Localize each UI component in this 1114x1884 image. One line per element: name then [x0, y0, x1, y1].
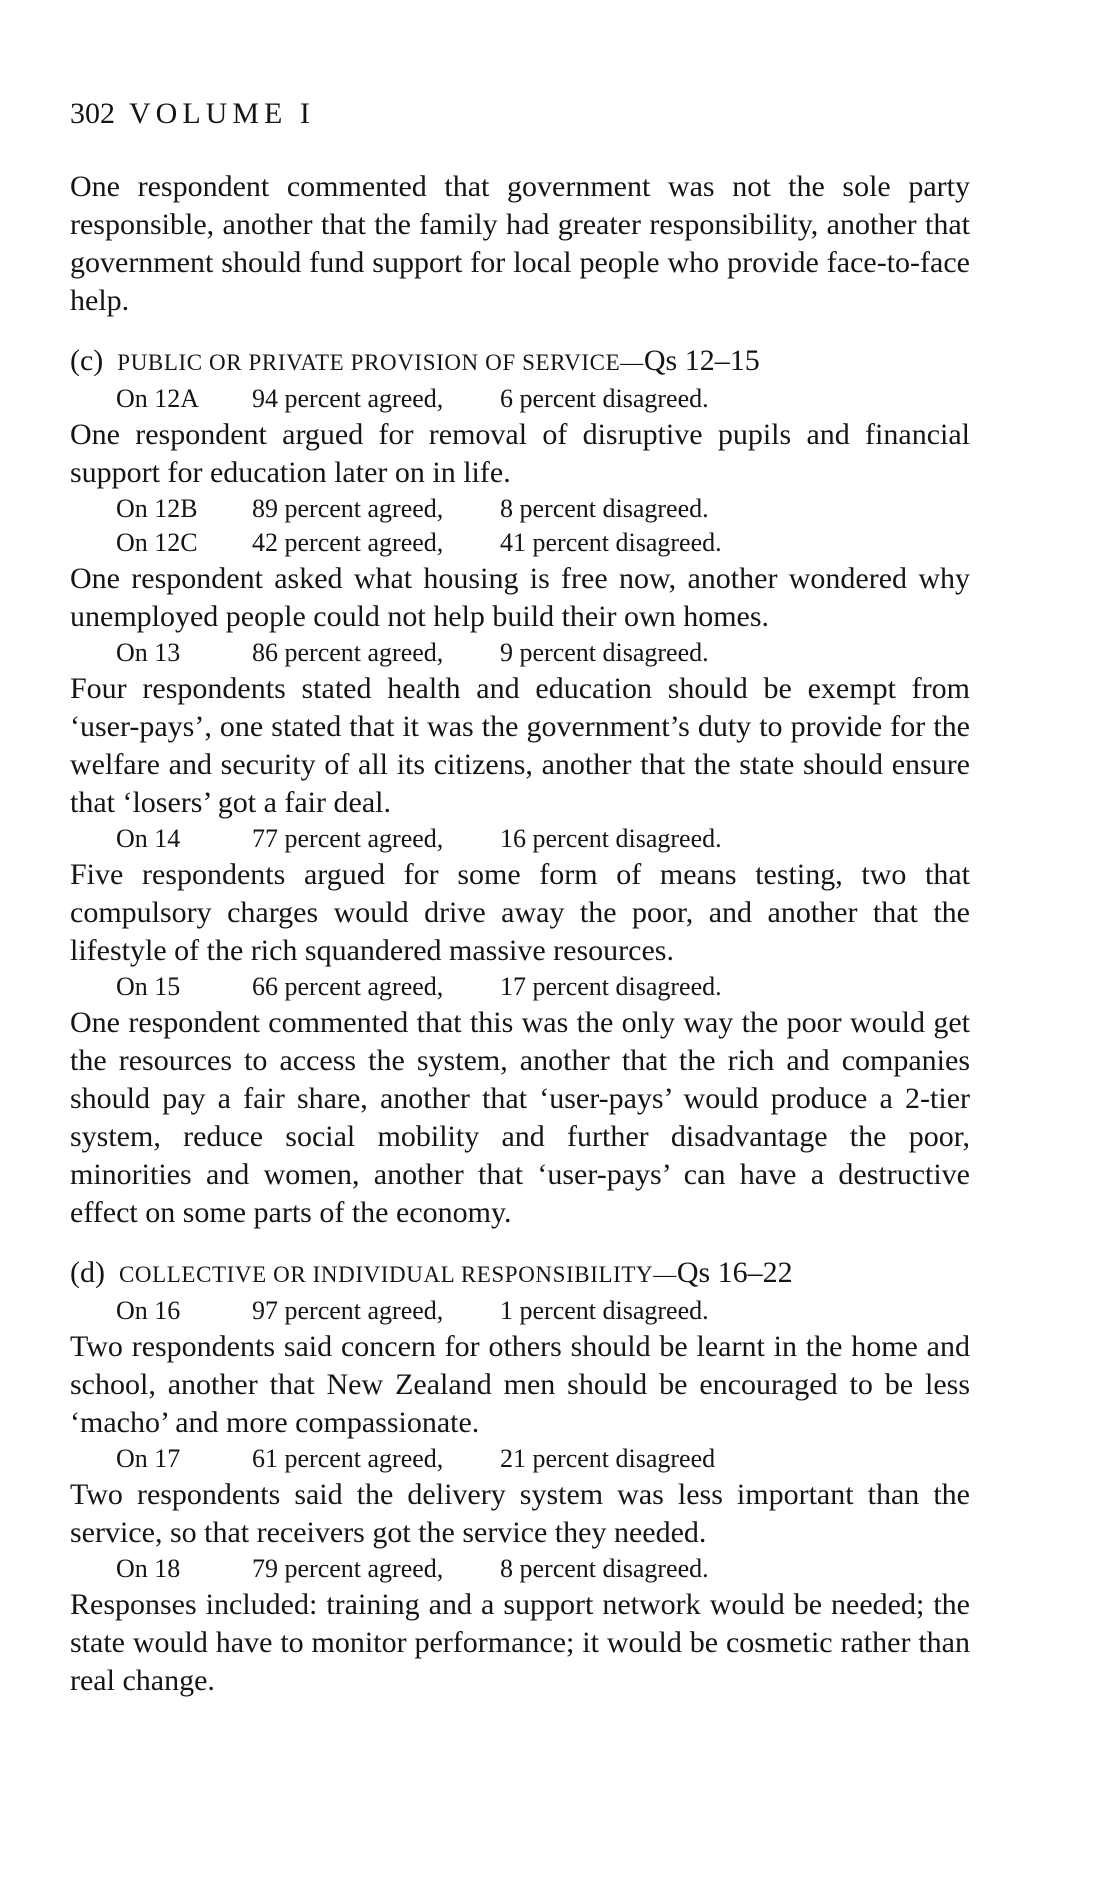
stat-line [70, 822, 970, 856]
stat-line [70, 636, 970, 670]
disagreed-value: 6 percent disagreed. [500, 384, 709, 413]
agreed-value: 94 percent agreed, [252, 384, 444, 413]
section-letter: (c) [70, 344, 104, 377]
stat-line [70, 1294, 970, 1328]
disagreed-value: 8 percent disagreed. [500, 1554, 709, 1583]
disagreed-value: 41 percent disagreed. [500, 528, 722, 557]
paragraph: Two respondents said concern for others should be learnt in the home and school, another that New Zealand men should be encouraged to be less ‘macho’ and more compassionate. [70, 1330, 970, 1439]
disagreed-value: 9 percent disagreed. [500, 638, 709, 667]
disagreed-value: 17 percent disagreed. [500, 972, 722, 1001]
agreed-value: 66 percent agreed, [252, 972, 444, 1001]
agreed-value: 42 percent agreed, [252, 528, 444, 557]
stat-line [70, 970, 970, 1004]
disagreed-value: 1 percent disagreed. [500, 1296, 709, 1325]
section-questions: Qs 12–15 [643, 344, 760, 377]
agreed-value: 79 percent agreed, [252, 1554, 444, 1583]
question-id: On 12A [116, 384, 200, 413]
disagreed-value: 8 percent disagreed. [500, 494, 709, 523]
stat-line [70, 1442, 970, 1476]
section-heading-d [70, 1254, 970, 1294]
agreed-value: 89 percent agreed, [252, 494, 444, 523]
section-questions: Qs 16–22 [676, 1256, 793, 1289]
disagreed-value: 21 percent disagreed [500, 1444, 716, 1473]
volume-label: VOLUME I [129, 97, 315, 130]
stat-line [70, 526, 970, 560]
paragraph: One respondent argued for removal of disruptive pupils and financial support for education later on in life. [70, 418, 970, 489]
stat-line [70, 492, 970, 526]
question-id: On 15 [116, 972, 181, 1001]
agreed-value: 97 percent agreed, [252, 1296, 444, 1325]
question-id: On 12B [116, 494, 198, 523]
question-id: On 13 [116, 638, 181, 667]
paragraph: Four respondents stated health and education should be exempt from ‘user-pays’, one stated that it was the government’s duty to provide for the welfare and security of all its citizens, another that the state should ensure that ‘losers’ got a fair deal. [70, 672, 970, 819]
section-title: COLLECTIVE OR INDIVIDUAL RESPONSIBILITY— [118, 1262, 677, 1287]
paragraph: Responses included: training and a support network would be needed; the state would have to monitor performance; it would be cosmetic rather than real change. [70, 1588, 970, 1697]
paragraph: Five respondents argued for some form of means testing, two that compulsory charges would drive away the poor, and another that the lifestyle of the rich squandered massive resources. [70, 858, 970, 967]
agreed-value: 77 percent agreed, [252, 824, 444, 853]
question-id: On 14 [116, 824, 181, 853]
document-page [70, 96, 970, 1700]
question-id: On 12C [116, 528, 198, 557]
disagreed-value: 16 percent disagreed. [500, 824, 722, 853]
stat-line [70, 1552, 970, 1586]
question-id: On 18 [116, 1554, 181, 1583]
section-heading-c [70, 342, 970, 382]
paragraph: One respondent commented that government was not the sole party responsible, another that the family had greater responsibility, another that government should fund support for local people who provide face-to-face help. [70, 170, 970, 317]
section-letter: (d) [70, 1256, 105, 1289]
paragraph: One respondent asked what housing is free now, another wondered why unemployed people could not help build their own homes. [70, 562, 970, 633]
question-id: On 17 [116, 1444, 181, 1473]
paragraph: One respondent commented that this was the only way the poor would get the resources to access the system, another that the rich and companies should pay a fair share, another that ‘user-pays’ would produce a 2-tier system, reduce social mobility and further disadvantage the poor, minorities and women, another that ‘user-pays’ can have a destructive effect on some parts of the economy. [70, 1006, 970, 1229]
running-head [70, 96, 970, 132]
section-title: PUBLIC OR PRIVATE PROVISION OF SERVICE— [117, 350, 644, 375]
page-number: 302 [70, 97, 115, 130]
agreed-value: 86 percent agreed, [252, 638, 444, 667]
question-id: On 16 [116, 1296, 181, 1325]
stat-line [70, 382, 970, 416]
agreed-value: 61 percent agreed, [252, 1444, 444, 1473]
paragraph: Two respondents said the delivery system was less important than the service, so that receivers got the service they needed. [70, 1478, 970, 1549]
